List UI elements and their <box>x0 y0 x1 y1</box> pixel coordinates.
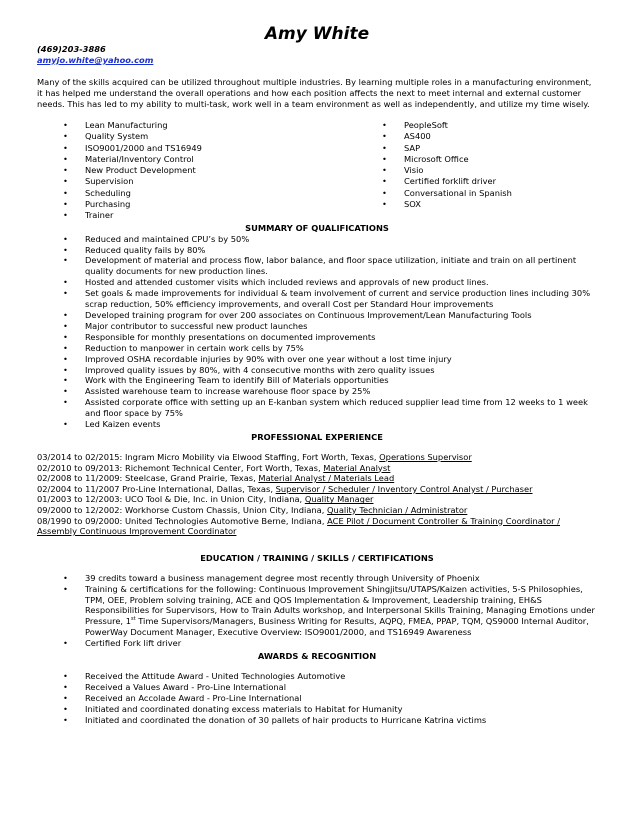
list-item: • Supervision <box>59 176 378 187</box>
education-heading: EDUCATION / TRAINING / SKILLS / CERTIFICATIONS <box>200 552 434 563</box>
job-title: ACE Pilot / Document Controller & Training Coordinator / Assembly Continuous Improvement Coordinator <box>37 515 561 537</box>
list-item: • Visio <box>378 165 578 176</box>
experience-row <box>37 473 597 484</box>
experience-heading: PROFESSIONAL EXPERIENCE <box>251 431 383 442</box>
experience-details: 02/2004 to 11/2007 Pro-Line International, Dallas, Texas, <box>37 483 276 494</box>
list-item: • Improved OSHA recordable injuries by 90% with over one year without a lost time injury <box>59 354 597 365</box>
job-title: Supervisor / Scheduler / Inventory Control Analyst / Purchaser <box>275 483 533 494</box>
email-link[interactable]: amyjo.white@yahoo.com <box>37 55 154 65</box>
list-item: • Microsoft Office <box>378 154 578 165</box>
list-item: • Conversational in Spanish <box>378 188 578 199</box>
awards-list <box>37 671 597 726</box>
list-item: • Reduction to manpower in certain work cells by 75% <box>59 343 597 354</box>
resume-page <box>37 24 597 726</box>
list-item: • ISO9001/2000 and TS16949 <box>59 143 378 154</box>
experience-list <box>37 452 597 537</box>
awards-heading: AWARDS & RECOGNITION <box>257 651 377 662</box>
education-item-text: Training & certifications for the following: Continuous Improvement Shingjitsu/UTAPS/Kaizen activities, 5-S Philosophies, TPM, OEE, Problem solving training, ACE and QOS Implementation & Improvement, Leadership training, EH&S Responsibilities for Supervisors, How to Train Adults workshop, and Interpersonal Skills Training, Managing Emotions under Pressure, 1 <box>85 583 595 627</box>
list-item: • Scheduling <box>59 188 378 199</box>
job-title: Material Analyst <box>323 462 391 473</box>
list-item: • SOX <box>378 199 578 210</box>
list-item: • Assisted corporate office with setting up an E-kanban system which reduced supplier lead time from 12 weeks to 1 week and floor space by 75% <box>59 397 597 419</box>
education-item-text: Time Supervisors/Managers, Business Writing for Results, AQPQ, FMEA, PPAP, TQM, QS9000 Internal Auditor, PowerWay Document Manager, Executive Overview: ISO9001/2000, and TS16949 Awareness <box>85 616 589 638</box>
list-item: • Received the Attitude Award - United Technologies Automotive <box>59 671 597 682</box>
job-title: Material Analyst / Materials Lead <box>258 473 395 484</box>
list-item: • AS400 <box>378 131 578 142</box>
experience-details: 03/2014 to 02/2015: Ingram Micro Mobility via Elwood Staffing, Fort Worth, Texas, <box>37 451 380 462</box>
superscript: st <box>130 616 136 623</box>
list-item: • Assisted warehouse team to increase warehouse floor space by 25% <box>59 386 597 397</box>
list-item: • Work with the Engineering Team to identify Bill of Materials opportunities <box>59 375 597 386</box>
experience-row <box>37 516 597 537</box>
list-item: • Developed training program for over 200 associates on Continuous Improvement/Lean Manufacturing Tools <box>59 310 597 321</box>
experience-row <box>37 484 597 495</box>
list-item: • Received a Values Award - Pro-Line International <box>59 682 597 693</box>
list-item: • Set goals & made improvements for individual & team involvement of current and service production lines including 30% scrap reduction, 50% efficiency improvements, and overall Cost per Standard Hour improvements <box>59 288 597 310</box>
list-item: • Development of material and process flow, labor balance, and floor space utilization, initiate and train on all pertinent quality documents for new production lines. <box>59 255 597 277</box>
list-item: • Initiated and coordinated donating excess materials to Habitat for Humanity <box>59 704 597 715</box>
list-item: • Responsible for monthly presentations on documented improvements <box>59 332 597 343</box>
list-item <box>59 573 597 584</box>
list-item: • Initiated and coordinated the donation of 30 pallets of hair products to Hurricane Katrina victims <box>59 715 597 726</box>
list-item <box>59 584 597 639</box>
skills-section <box>37 120 597 222</box>
skills-left-list <box>37 120 378 222</box>
list-item: • New Product Development <box>59 165 378 176</box>
education-item-text: Certified Fork lift driver <box>85 638 182 649</box>
list-item: • Major contributor to successful new product launches <box>59 321 597 332</box>
list-item: • Reduced quality fails by 80% <box>59 245 597 256</box>
list-item: • Purchasing <box>59 199 378 210</box>
list-item: • Material/Inventory Control <box>59 154 378 165</box>
job-title: Operations Supervisor <box>379 451 472 462</box>
list-item: • Trainer <box>59 210 378 221</box>
list-item: • Reduced and maintained CPU’s by 50% <box>59 234 597 245</box>
qualifications-heading: SUMMARY OF QUALIFICATIONS <box>245 222 389 233</box>
list-item: • Hosted and attended customer visits which included reviews and approvals of new product lines. <box>59 277 597 288</box>
list-item: • Lean Manufacturing <box>59 120 378 131</box>
experience-row <box>37 505 597 516</box>
experience-details: 01/2003 to 12/2003: UCO Tool & Die, Inc. in Union City, Indiana, <box>37 494 305 505</box>
list-item <box>59 638 597 649</box>
qualifications-list <box>37 234 597 430</box>
experience-row <box>37 463 597 474</box>
list-item: • Received an Accolade Award - Pro-Line International <box>59 693 597 704</box>
list-item: • Certified forklift driver <box>378 176 578 187</box>
list-item: • PeopleSoft <box>378 120 578 131</box>
list-item: • Improved quality issues by 80%, with 4 consecutive months with zero quality issues <box>59 365 597 376</box>
summary-paragraph: Many of the skills acquired can be utilized throughout multiple industries. By learning multiple roles in a manufacturing environment, it has helped me understand the overall operations and how each position affects the next to meet internal and external customer needs. This has led to my ability to multi-task, work well in a team environment as well as independently, and utilize my time wisely. <box>37 77 592 109</box>
experience-row <box>37 452 597 463</box>
phone-number: (469)203-3886 <box>37 44 106 54</box>
education-item-text: 39 credits toward a business management degree most recently through University of Phoenix <box>85 572 480 583</box>
resume-name: Amy White <box>264 24 370 44</box>
experience-details: 02/2008 to 11/2009: Steelcase, Grand Prairie, Texas, <box>37 473 259 484</box>
list-item: • SAP <box>378 143 578 154</box>
job-title: Quality Manager <box>304 494 374 505</box>
job-title: Quality Technician / Administrator <box>327 504 468 515</box>
list-item: • Quality System <box>59 131 378 142</box>
experience-details: 08/1990 to 09/2000: United Technologies Automotive Berne, Indiana, <box>37 515 328 526</box>
skills-right-list <box>378 120 578 222</box>
list-item: • Led Kaizen events <box>59 419 597 430</box>
experience-details: 09/2000 to 12/2002: Workhorse Custom Chassis, Union City, Indiana, <box>37 504 328 515</box>
experience-details: 02/2010 to 09/2013: Richemont Technical Center, Fort Worth, Texas, <box>37 462 324 473</box>
education-list <box>37 573 597 649</box>
experience-row <box>37 494 597 505</box>
